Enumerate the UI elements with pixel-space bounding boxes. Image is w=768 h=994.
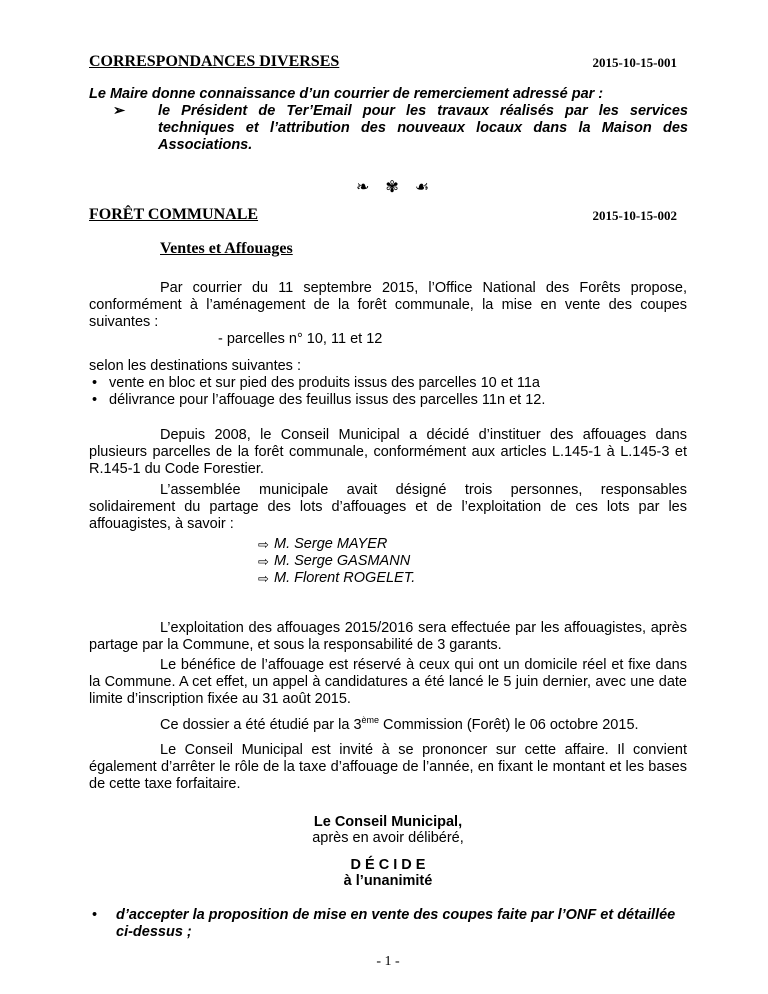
decision-item xyxy=(89,907,689,941)
decide-label: D É C I D E xyxy=(350,857,426,873)
paragraph-1: Par courrier du 11 septembre 2015, l’Office National des Forêts propose, conformément à l’aménagement de la forêt communale, la mise en vente des coupes suivantes : xyxy=(89,280,687,330)
paragraph-7: Le Conseil Municipal est invité à se prononcer sur cette affaire. Il convient également d’arrêter le rôle de la taxe d’affouage de l’année, en fixant le montant et les bases de cette taxe forfaitaire. xyxy=(89,742,687,792)
section-heading-foret xyxy=(89,206,677,224)
page-number: - 1 - xyxy=(376,954,400,969)
decision-item-text: d’accepter la proposition de mise en vente des coupes faite par l’ONF et détaillée ci-dessus ; xyxy=(116,907,676,940)
arrow-right-icon: ⇨ xyxy=(258,554,269,569)
paragraph-2: Depuis 2008, le Conseil Municipal a décidé d’instituer des affouages dans plusieurs parcelles de la forêt communale, conformément aux articles L.145-1 à L.145-3 et R.145-1 du Code Forestier. xyxy=(89,427,687,477)
destinations-list xyxy=(89,375,689,409)
section-title: CORRESPONDANCES DIVERSES xyxy=(89,53,340,70)
bullet-icon: • xyxy=(92,907,98,923)
arrowhead-bullet-icon: ➢ xyxy=(113,103,126,119)
correspondance-item-text: le Président de Ter’Email pour les travaux réalisés par les services techniques et l’attribution des nouveaux locaux dans la Maison des Associations. xyxy=(158,103,688,153)
paragraph-5: Le bénéfice de l’affouage est réservé à ceux qui ont un domicile réel et fixe dans la Commune. A cet effet, un appel à candidatures a été lancé le 5 juin dernier, avec une date limite d’inscription fixée au 31 août 2015. xyxy=(89,657,687,707)
arrow-right-icon: ⇨ xyxy=(258,537,269,552)
list-item: ⇨ M. Serge MAYER xyxy=(258,536,388,552)
unanimite-label: à l’unanimité xyxy=(343,873,433,889)
ornament-divider: ❧ ✾ ☙ xyxy=(356,179,436,196)
paragraph-4: L’exploitation des affouages 2015/2016 sera effectuée par les affouagistes, après partage par la Commune, et sous la responsabilité de 3 garants. xyxy=(89,620,687,653)
list-item: • délivrance pour l’affouage des feuillus issus des parcelles 11n et 12. xyxy=(89,392,689,409)
reference-number: 2015-10-15-001 xyxy=(592,55,677,70)
parcelles-line: - parcelles n° 10, 11 et 12 xyxy=(218,331,383,347)
list-item: ⇨ M. Florent ROGELET. xyxy=(258,570,416,586)
section-title: FORÊT COMMUNALE xyxy=(89,206,259,223)
arrow-right-icon: ⇨ xyxy=(258,571,269,586)
paragraph-6: Ce dossier a été étudié par la 3ème Commission (Forêt) le 06 octobre 2015. xyxy=(160,715,639,733)
destinations-intro: selon les destinations suivantes : xyxy=(89,358,301,374)
subsection-title: Ventes et Affouages xyxy=(160,240,293,257)
intro-text: Le Maire donne connaissance d’un courrier de remerciement adressé par : xyxy=(89,86,604,102)
paragraph-3: L’assemblée municipale avait désigné trois personnes, responsables solidairement du partage des lots d’affouages et de l’exploitation de ces lots par les affouagistes, à savoir : xyxy=(89,482,687,532)
section-heading-correspondances xyxy=(89,53,677,71)
correspondance-item xyxy=(113,103,688,154)
delibere-label: après en avoir délibéré, xyxy=(312,830,464,846)
list-item: ⇨ M. Serge GASMANN xyxy=(258,553,411,569)
reference-number: 2015-10-15-002 xyxy=(592,208,677,223)
list-item: • vente en bloc et sur pied des produits issus des parcelles 10 et 11a xyxy=(89,375,689,392)
garants-list xyxy=(258,536,415,587)
conseil-label: Le Conseil Municipal, xyxy=(313,814,463,830)
